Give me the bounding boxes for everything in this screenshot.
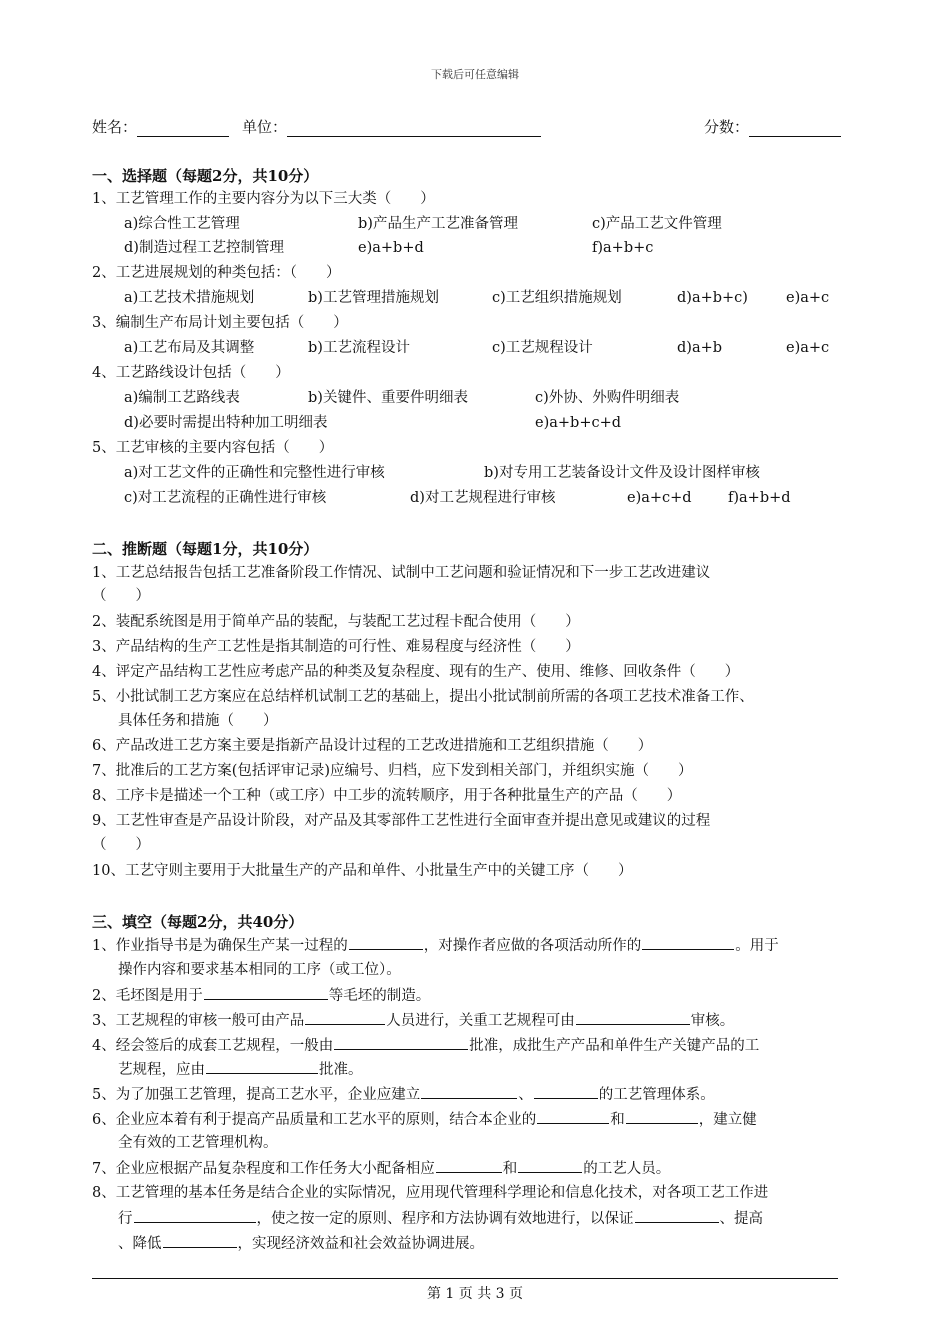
option: b)工艺流程设计 bbox=[308, 340, 410, 356]
score-field bbox=[704, 116, 841, 137]
answer-blank[interactable] bbox=[642, 935, 734, 950]
statement: 5、小批试制工艺方案应在总结样机试制工艺的基础上，提出小批试制前所需的各项工艺技术准备工作、 bbox=[92, 689, 754, 705]
option: a)编制工艺路线表 bbox=[124, 390, 240, 406]
section-title: 一、选择题（每题2分，共10分） bbox=[92, 167, 319, 185]
statement: 3、产品结构的生产工艺性是指其制造的可行性、难易程度与经济性（ ） bbox=[92, 639, 580, 655]
statement: 10、工艺守则主要用于大批量生产的产品和单件、小批量生产中的关键工序（ ） bbox=[92, 863, 633, 879]
statement: 6、产品改进工艺方案主要是指新产品设计过程的工艺改进措施和工艺组织措施（ ） bbox=[92, 738, 653, 754]
option: c)工艺规程设计 bbox=[492, 340, 593, 356]
name-label: 姓名： bbox=[92, 118, 138, 136]
option: d)对工艺规程进行审核 bbox=[410, 490, 556, 506]
fill-line: 3、工艺规程的审核一般可由产品 人员进行，关重工艺规程可由 审核。 bbox=[92, 1010, 734, 1031]
answer-blank[interactable] bbox=[421, 1084, 517, 1099]
option: e)a+b+d bbox=[358, 240, 424, 256]
option: c)产品工艺文件管理 bbox=[592, 216, 722, 232]
option: c)对工艺流程的正确性进行审核 bbox=[124, 490, 327, 506]
option: b)关键件、重要件明细表 bbox=[308, 390, 468, 406]
fill-line: 5、为了加强工艺管理，提高工艺水平，企业应建立 、 的工艺管理体系。 bbox=[92, 1084, 715, 1105]
statement: 4、评定产品结构工艺性应考虑产品的种类及复杂程度、现有的生产、使用、维修、回收条件（ ） bbox=[92, 664, 740, 680]
statement: 具体任务和措施（ ） bbox=[118, 713, 278, 729]
section-title: 二、推断题（每题1分，共10分） bbox=[92, 540, 319, 558]
answer-blank[interactable] bbox=[349, 935, 423, 950]
option: b)工艺管理措施规划 bbox=[308, 290, 439, 306]
answer-blank[interactable] bbox=[163, 1233, 237, 1248]
fill-line: 2、毛坯图是用于 等毛坯的制造。 bbox=[92, 985, 430, 1006]
option: e)a+b+c+d bbox=[535, 415, 622, 431]
unit-label: 单位： bbox=[242, 118, 288, 136]
name-blank[interactable] bbox=[137, 120, 229, 137]
option: b)对专用工艺装备设计文件及设计图样审核 bbox=[484, 465, 760, 481]
fill-line: 7、企业应根据产品复杂程度和工作任务大小配备相应 和 的工艺人员。 bbox=[92, 1158, 670, 1179]
option: a)工艺技术措施规划 bbox=[124, 290, 255, 306]
answer-blank[interactable] bbox=[518, 1158, 582, 1173]
answer-blank[interactable] bbox=[206, 1059, 318, 1074]
answer-blank[interactable] bbox=[635, 1208, 719, 1223]
answer-blank[interactable] bbox=[305, 1010, 385, 1025]
option: a)工艺布局及其调整 bbox=[124, 340, 255, 356]
question: 2、工艺进展规划的种类包括：（ ） bbox=[92, 265, 341, 281]
fill-line: 、降低 ，实现经济效益和社会效益协调进展。 bbox=[118, 1233, 484, 1254]
option: b)产品生产工艺准备管理 bbox=[358, 216, 518, 232]
option: a)综合性工艺管理 bbox=[124, 216, 240, 232]
question: 4、工艺路线设计包括（ ） bbox=[92, 365, 290, 381]
statement: 1、工艺总结报告包括工艺准备阶段工作情况、试制中工艺问题和验证情况和下一步工艺改进建议 bbox=[92, 565, 711, 581]
fill-line: 6、企业应本着有利于提高产品质量和工艺水平的原则，结合本企业的 和 ，建立健 bbox=[92, 1109, 757, 1130]
statement: 2、装配系统图是用于简单产品的装配，与装配工艺过程卡配合使用（ ） bbox=[92, 614, 580, 630]
score-blank[interactable] bbox=[749, 120, 841, 137]
unit-field bbox=[242, 116, 541, 137]
fill-line: 行 ，使之按一定的原则、程序和方法协调有效地进行，以保证 、提高 bbox=[118, 1208, 763, 1229]
option: f)a+b+c bbox=[592, 240, 654, 256]
answer-blank[interactable] bbox=[334, 1035, 468, 1050]
option: d)必要时需提出特种加工明细表 bbox=[124, 415, 328, 431]
statement: （ ） bbox=[92, 588, 150, 604]
fill-line: 4、经会签后的成套工艺规程，一般由 批准，成批生产产品和单件生产关键产品的工 bbox=[92, 1035, 759, 1056]
fill-line: 1、作业指导书是为确保生产某一过程的 ，对操作者应做的各项活动所作的 。用于 bbox=[92, 935, 779, 956]
option: f)a+b+d bbox=[728, 490, 791, 506]
unit-blank[interactable] bbox=[287, 120, 541, 137]
question: 3、编制生产布局计划主要包括（ ） bbox=[92, 315, 348, 331]
answer-blank[interactable] bbox=[626, 1109, 698, 1124]
score-label: 分数： bbox=[704, 118, 750, 136]
option: d)a+b+c) bbox=[677, 290, 748, 306]
question: 1、工艺管理工作的主要内容分为以下三大类（ ） bbox=[92, 191, 435, 207]
statement: 7、批准后的工艺方案(包括评审记录)应编号、归档，应下发到相关部门，并组织实施（ ） bbox=[92, 763, 693, 779]
statement: 8、工序卡是描述一个工种（或工序）中工步的流转顺序，用于各种批量生产的产品（ ） bbox=[92, 788, 682, 804]
option: a)对工艺文件的正确性和完整性进行审核 bbox=[124, 465, 385, 481]
answer-blank[interactable] bbox=[436, 1158, 502, 1173]
statement: （ ） bbox=[92, 837, 150, 853]
answer-blank[interactable] bbox=[537, 1109, 609, 1124]
option: d)a+b bbox=[677, 340, 723, 356]
statement: 9、工艺性审查是产品设计阶段，对产品及其零部件工艺性进行全面审查并提出意见或建议的过程 bbox=[92, 813, 711, 829]
option: c)工艺组织措施规划 bbox=[492, 290, 622, 306]
answer-blank[interactable] bbox=[534, 1084, 598, 1099]
footer-divider bbox=[92, 1278, 838, 1279]
option: e)a+c bbox=[786, 340, 830, 356]
option: e)a+c+d bbox=[627, 490, 692, 506]
answer-blank[interactable] bbox=[204, 985, 328, 1000]
fill-line: 8、工艺管理的基本任务是结合企业的实际情况，应用现代管理科学理论和信息化技术，对各项工艺工作进 bbox=[92, 1185, 769, 1201]
fill-line: 艺规程，应由 批准。 bbox=[118, 1059, 363, 1080]
name-field bbox=[92, 116, 229, 137]
option: c)外协、外购件明细表 bbox=[535, 390, 680, 406]
option: e)a+c bbox=[786, 290, 830, 306]
page-footer: 第 1 页 共 3 页 bbox=[426, 1286, 524, 1302]
header-note: 下载后可任意编辑 bbox=[431, 68, 519, 81]
fill-line: 全有效的工艺管理机构。 bbox=[118, 1135, 278, 1151]
section-title: 三、填空（每题2分，共40分） bbox=[92, 913, 304, 931]
answer-blank[interactable] bbox=[576, 1010, 690, 1025]
option: d)制造过程工艺控制管理 bbox=[124, 240, 284, 256]
question: 5、工艺审核的主要内容包括（ ） bbox=[92, 440, 334, 456]
answer-blank[interactable] bbox=[134, 1208, 256, 1223]
fill-line: 操作内容和要求基本相同的工序（或工位）。 bbox=[118, 962, 401, 978]
